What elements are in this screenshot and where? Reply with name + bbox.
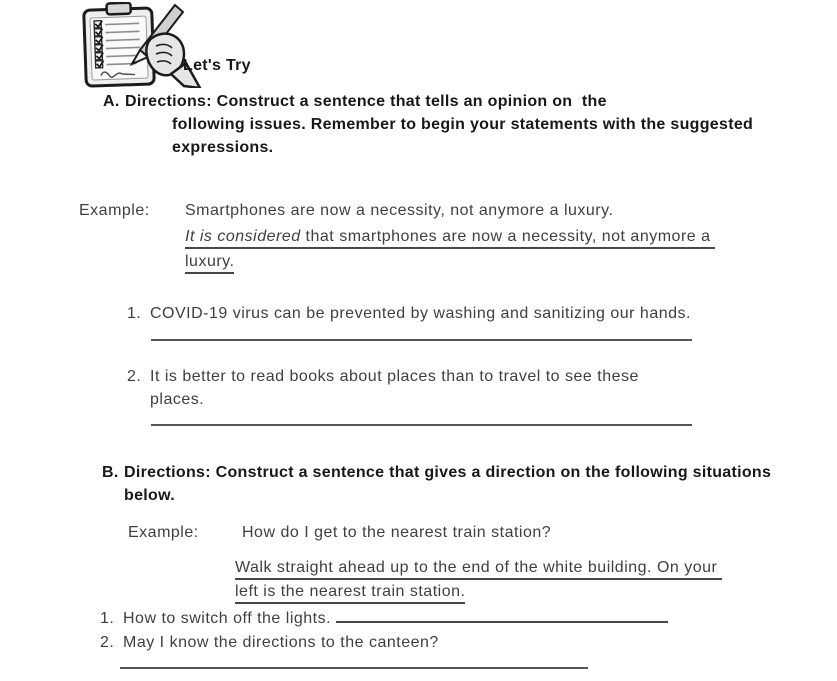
section-a-item2-text-line1: It is better to read books about places than to travel to see these [150, 368, 639, 385]
section-b-item1-text: How to switch off the lights. [123, 607, 668, 631]
lets-try-label: Let's Try [183, 57, 251, 74]
section-a-item2-answer-blank-line [151, 424, 692, 426]
section-b-example-sentence: How do I get to the nearest train station? [242, 524, 552, 541]
section-a-label: A. [103, 93, 120, 110]
section-a-answer-rest: that smartphones are now a necessity, not anymore a [300, 228, 716, 245]
section-b-item1-answer-blank-line [336, 607, 668, 623]
section-a-directions-line1: Directions: Construct a sentence that tells an opinion on the [125, 93, 607, 110]
section-b-item2-answer-blank-line [120, 667, 588, 669]
section-b-item1-number: 1. [100, 610, 115, 627]
section-a-item1-number: 1. [127, 305, 142, 322]
section-b-example-answer-line2: left is the nearest train station. [235, 580, 465, 604]
section-b-example-answer-line1: Walk straight ahead up to the end of the white building. On your [235, 556, 722, 580]
section-a-item2-text-line2: places. [150, 391, 205, 408]
section-b-directions-line2: below. [124, 487, 175, 504]
section-b-item2-number: 2. [100, 634, 115, 651]
section-a-example-sentence: Smartphones are now a necessity, not anymore a luxury. [185, 202, 614, 219]
section-a-item1-answer-blank-line [151, 339, 692, 341]
section-a-item2-number: 2. [127, 368, 142, 385]
section-b-label: B. [102, 464, 119, 481]
section-a-answer-italic-part: It is considered [185, 228, 301, 245]
section-a-directions-line3: expressions. [172, 139, 274, 156]
section-a-item1-text: COVID-19 virus can be prevented by washing and sanitizing our hands. [150, 305, 691, 322]
section-a-directions-line2: following issues. Remember to begin your statements with the suggested [172, 116, 754, 133]
section-a-example-answer-line1 [185, 225, 715, 249]
section-a-example-answer-line2: luxury. [185, 250, 234, 274]
section-b-directions-line1: Directions: Construct a sentence that gives a direction on the following situations [124, 464, 772, 481]
section-a-example-label: Example: [79, 202, 150, 219]
section-b-example-label: Example: [128, 524, 199, 541]
section-b-item2-text: May I know the directions to the canteen? [123, 634, 439, 651]
